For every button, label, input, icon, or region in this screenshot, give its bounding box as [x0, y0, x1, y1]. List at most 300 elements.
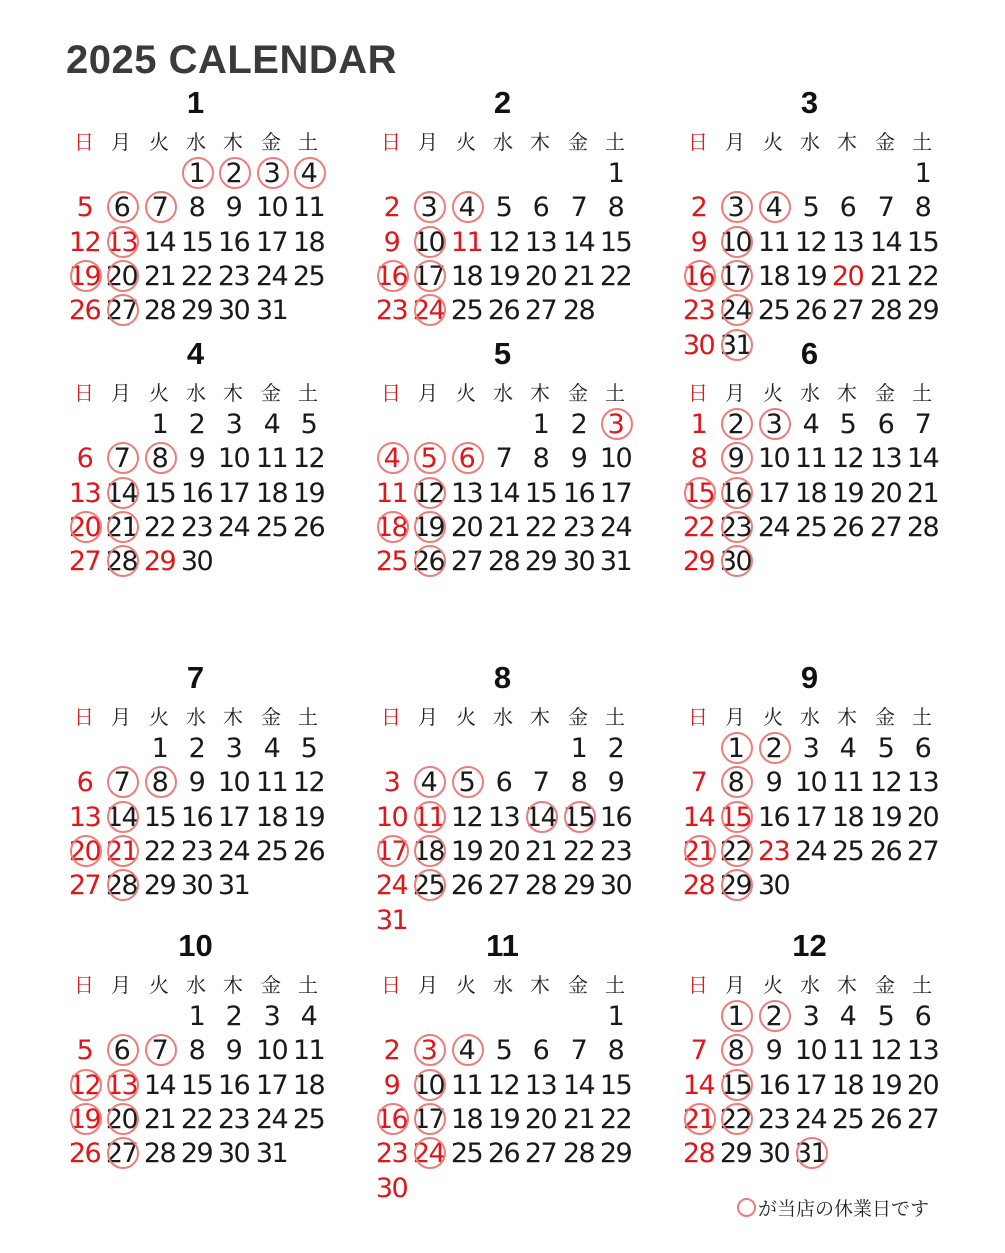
day-cell: 9: [765, 1035, 782, 1066]
day-cell: 24: [217, 512, 250, 543]
day-cell: 25: [255, 836, 288, 867]
month-number: 10: [178, 928, 213, 963]
day-cell: 10: [599, 443, 632, 474]
month-12: [680, 928, 939, 1185]
day-cell-closed: 14: [103, 477, 140, 511]
day-cell: 29: [906, 295, 939, 326]
weekday-header: 金: [875, 381, 895, 405]
day-cell-closed: 17: [373, 835, 410, 869]
day-cell-closed: 6: [103, 191, 140, 225]
day-cell: 24: [794, 836, 827, 867]
calendar-title: 2025 CALENDAR: [66, 38, 398, 82]
day-cell: 15: [599, 1070, 632, 1101]
day-cell-closed: 21: [680, 835, 717, 869]
day-cell-closed: 2: [215, 157, 252, 191]
month-10: [66, 928, 325, 1185]
day-cell: 15: [524, 478, 557, 509]
day-cell: 26: [869, 1104, 902, 1135]
day-cell: 11: [450, 227, 483, 258]
day-cell: 17: [255, 1070, 288, 1101]
weekday-header: 木: [837, 973, 857, 997]
day-cell: 27: [524, 1138, 557, 1169]
weekday-header: 水: [186, 973, 206, 997]
day-cell: 9: [188, 767, 205, 798]
month-number: 8: [493, 660, 512, 695]
day-cell-closed: 27: [103, 294, 140, 328]
month-5: [373, 336, 632, 593]
day-cell: 10: [255, 192, 288, 223]
day-cell: 30: [375, 1173, 408, 1204]
day-cell-closed: 20: [103, 1103, 140, 1137]
day-cell: 22: [143, 512, 176, 543]
day-cell: 30: [599, 870, 632, 901]
day-cell-closed: 3: [755, 408, 792, 442]
day-cell: 13: [524, 1070, 557, 1101]
day-cell: 13: [906, 767, 939, 798]
month-2: [373, 85, 632, 342]
day-cell: 2: [570, 409, 587, 440]
day-cell: 13: [906, 1035, 939, 1066]
month-11: [373, 928, 632, 1204]
day-cell: 23: [562, 512, 595, 543]
day-cell: 29: [180, 295, 213, 326]
weekday-header: 木: [223, 973, 243, 997]
day-cell: 18: [292, 1070, 325, 1101]
day-cell: 15: [180, 1070, 213, 1101]
day-cell: 12: [794, 227, 827, 258]
day-cell: 3: [802, 733, 819, 764]
day-cell-closed: 8: [141, 442, 178, 476]
weekday-header: 木: [530, 973, 550, 997]
weekday-header: 月: [111, 973, 131, 997]
day-cell: 20: [524, 1104, 557, 1135]
weekday-header: 火: [456, 705, 476, 729]
day-cell: 3: [225, 733, 242, 764]
weekday-header: 火: [149, 705, 169, 729]
day-cell: 12: [487, 227, 520, 258]
day-cell-closed: 3: [597, 408, 634, 442]
day-cell-closed: 7: [141, 191, 178, 225]
day-cell: 25: [450, 295, 483, 326]
day-cell: 24: [599, 512, 632, 543]
day-cell-closed: 13: [103, 226, 140, 260]
day-cell: 17: [794, 1070, 827, 1101]
day-cell: 17: [217, 802, 250, 833]
day-cell: 2: [383, 192, 400, 223]
day-cell-closed: 28: [103, 869, 140, 903]
day-cell: 13: [68, 478, 101, 509]
day-cell: 14: [906, 443, 939, 474]
month-number: 4: [186, 336, 205, 371]
day-cell: 9: [690, 227, 707, 258]
day-cell: 12: [869, 767, 902, 798]
day-cell-closed: 15: [717, 1069, 754, 1103]
day-cell: 24: [757, 512, 790, 543]
day-cell: 17: [757, 478, 790, 509]
day-cell: 29: [524, 546, 557, 577]
day-cell-closed: 2: [755, 732, 792, 766]
day-cell: 18: [794, 478, 827, 509]
day-cell: 19: [869, 802, 902, 833]
day-cell: 3: [263, 1001, 280, 1032]
day-cell: 30: [217, 1138, 250, 1169]
day-cell-closed: 3: [410, 1034, 447, 1068]
day-cell: 14: [682, 1070, 715, 1101]
day-cell-closed: 10: [410, 226, 447, 260]
day-cell: 25: [292, 261, 325, 292]
day-cell-closed: 5: [410, 442, 447, 476]
day-cell: 5: [495, 1035, 512, 1066]
day-cell: 11: [450, 1070, 483, 1101]
day-cell-closed: 7: [141, 1034, 178, 1068]
day-cell-closed: 16: [373, 260, 410, 294]
day-cell-closed: 19: [66, 260, 103, 294]
day-cell: 9: [570, 443, 587, 474]
day-cell: 15: [143, 802, 176, 833]
day-cell-closed: 18: [373, 511, 410, 545]
day-cell: 21: [143, 1104, 176, 1135]
day-cell: 18: [292, 227, 325, 258]
day-cell: 25: [794, 512, 827, 543]
day-cell: 23: [757, 836, 790, 867]
day-cell: 19: [450, 836, 483, 867]
weekday-header: 火: [149, 381, 169, 405]
weekday-header: 月: [111, 705, 131, 729]
day-cell: 28: [562, 1138, 595, 1169]
day-cell: 23: [180, 512, 213, 543]
day-cell: 12: [831, 443, 864, 474]
day-cell: 27: [68, 870, 101, 901]
weekday-header: 月: [725, 130, 745, 154]
weekday-header: 火: [456, 973, 476, 997]
day-cell-closed: 24: [410, 294, 447, 328]
month-number: 2: [493, 85, 512, 120]
day-cell: 4: [263, 733, 280, 764]
day-cell: 29: [143, 546, 176, 577]
day-cell-closed: 28: [103, 545, 140, 579]
day-cell: 6: [914, 733, 931, 764]
weekday-header: 金: [875, 130, 895, 154]
day-cell: 7: [495, 443, 512, 474]
day-cell: 7: [690, 1035, 707, 1066]
day-cell-closed: 8: [141, 766, 178, 800]
day-cell: 19: [794, 261, 827, 292]
day-cell: 28: [562, 295, 595, 326]
weekday-header: 金: [261, 130, 281, 154]
weekday-header: 水: [493, 130, 513, 154]
day-cell: 31: [217, 870, 250, 901]
day-cell: 26: [292, 512, 325, 543]
weekday-header: 水: [493, 705, 513, 729]
day-cell-closed: 17: [410, 260, 447, 294]
day-cell: 12: [292, 767, 325, 798]
weekday-header: 火: [763, 130, 783, 154]
day-cell-closed: 14: [522, 801, 559, 835]
month-3: [680, 85, 939, 361]
day-cell: 28: [487, 546, 520, 577]
day-cell-closed: 20: [66, 511, 103, 545]
day-cell: 4: [839, 733, 856, 764]
day-cell: 18: [831, 1070, 864, 1101]
month-7: [66, 660, 325, 917]
day-cell-closed: 3: [253, 157, 290, 191]
day-cell-closed: 15: [717, 801, 754, 835]
day-cell-closed: 4: [448, 1034, 485, 1068]
day-cell: 23: [375, 1138, 408, 1169]
day-cell: 1: [532, 409, 549, 440]
weekday-header: 土: [605, 705, 625, 729]
day-cell-closed: 24: [410, 1137, 447, 1171]
day-cell: 28: [682, 870, 715, 901]
day-cell: 16: [562, 478, 595, 509]
weekday-header: 木: [530, 381, 550, 405]
weekday-header: 日: [381, 973, 401, 997]
day-cell: 27: [906, 1104, 939, 1135]
day-cell: 6: [914, 1001, 931, 1032]
day-cell: 11: [255, 443, 288, 474]
day-cell: 24: [375, 870, 408, 901]
weekday-header: 月: [725, 973, 745, 997]
day-cell: 6: [839, 192, 856, 223]
weekday-header: 金: [261, 381, 281, 405]
day-cell: 13: [487, 802, 520, 833]
day-cell: 12: [487, 1070, 520, 1101]
day-cell: 3: [225, 409, 242, 440]
day-cell: 14: [682, 802, 715, 833]
day-cell: 11: [794, 443, 827, 474]
day-cell: 16: [217, 227, 250, 258]
day-cell-closed: 29: [717, 869, 754, 903]
weekday-header: 日: [74, 973, 94, 997]
weekday-header: 水: [800, 705, 820, 729]
day-cell: 28: [906, 512, 939, 543]
month-number: 11: [486, 928, 519, 963]
day-cell: 31: [255, 1138, 288, 1169]
day-cell: 17: [217, 478, 250, 509]
day-cell-closed: 20: [66, 835, 103, 869]
day-cell: 25: [375, 546, 408, 577]
day-cell: 21: [143, 261, 176, 292]
day-cell: 20: [524, 261, 557, 292]
weekday-header: 木: [837, 130, 857, 154]
weekday-header: 水: [186, 381, 206, 405]
day-cell-closed: 16: [717, 477, 754, 511]
weekday-header: 土: [912, 381, 932, 405]
month-number: 12: [792, 928, 827, 963]
day-cell: 27: [450, 546, 483, 577]
weekday-header: 日: [381, 381, 401, 405]
day-cell: 21: [869, 261, 902, 292]
weekday-header: 火: [763, 381, 783, 405]
day-cell: 29: [180, 1138, 213, 1169]
day-cell-closed: 6: [448, 442, 485, 476]
day-cell: 5: [300, 733, 317, 764]
day-cell: 9: [225, 1035, 242, 1066]
day-cell-closed: 12: [66, 1069, 103, 1103]
day-cell: 10: [255, 1035, 288, 1066]
day-cell-closed: 21: [103, 835, 140, 869]
day-cell-closed: 16: [680, 260, 717, 294]
day-cell: 12: [292, 443, 325, 474]
weekday-header: 水: [186, 130, 206, 154]
day-cell: 5: [802, 192, 819, 223]
day-cell: 14: [562, 1070, 595, 1101]
day-cell-closed: 31: [717, 329, 754, 363]
day-cell: 6: [532, 192, 549, 223]
day-cell: 4: [300, 1001, 317, 1032]
day-cell: 1: [607, 1001, 624, 1032]
day-cell: 18: [450, 1104, 483, 1135]
weekday-header: 土: [298, 130, 318, 154]
day-cell: 19: [487, 261, 520, 292]
day-cell-closed: 5: [448, 766, 485, 800]
day-cell: 26: [869, 836, 902, 867]
day-cell: 18: [255, 802, 288, 833]
day-cell: 22: [906, 261, 939, 292]
weekday-header: 火: [149, 130, 169, 154]
day-cell: 9: [383, 227, 400, 258]
day-cell: 2: [188, 733, 205, 764]
day-cell: 27: [524, 295, 557, 326]
day-cell: 22: [524, 512, 557, 543]
day-cell: 11: [292, 1035, 325, 1066]
day-cell: 21: [524, 836, 557, 867]
day-cell: 1: [570, 733, 587, 764]
day-cell: 23: [180, 836, 213, 867]
day-cell: 27: [487, 870, 520, 901]
weekday-header: 木: [530, 130, 550, 154]
day-cell: 3: [383, 767, 400, 798]
weekday-header: 日: [688, 973, 708, 997]
weekday-header: 土: [605, 130, 625, 154]
month-number: 5: [493, 336, 512, 371]
day-cell: 25: [757, 295, 790, 326]
day-cell: 8: [607, 192, 624, 223]
day-cell: 10: [757, 443, 790, 474]
weekday-header: 火: [149, 973, 169, 997]
day-cell: 4: [802, 409, 819, 440]
day-cell: 1: [188, 1001, 205, 1032]
day-cell-closed: 1: [717, 732, 754, 766]
weekday-header: 日: [74, 381, 94, 405]
weekday-header: 金: [875, 705, 895, 729]
day-cell: 8: [690, 443, 707, 474]
day-cell: 12: [869, 1035, 902, 1066]
day-cell: 5: [877, 1001, 894, 1032]
day-cell-closed: 4: [410, 766, 447, 800]
day-cell: 13: [450, 478, 483, 509]
day-cell-closed: 26: [410, 545, 447, 579]
day-cell-closed: 7: [103, 442, 140, 476]
day-cell: 10: [794, 1035, 827, 1066]
weekday-header: 火: [763, 705, 783, 729]
day-cell: 14: [143, 227, 176, 258]
day-cell: 1: [914, 158, 931, 189]
weekday-header: 月: [111, 130, 131, 154]
day-cell: 15: [599, 227, 632, 258]
day-cell: 9: [765, 767, 782, 798]
day-cell: 17: [599, 478, 632, 509]
weekday-header: 土: [605, 973, 625, 997]
day-cell: 22: [180, 261, 213, 292]
day-cell: 9: [188, 443, 205, 474]
day-cell: 29: [682, 546, 715, 577]
month-number: 7: [186, 660, 205, 695]
weekday-header: 月: [418, 973, 438, 997]
day-cell: 30: [217, 295, 250, 326]
day-cell: 2: [188, 409, 205, 440]
day-cell: 27: [869, 512, 902, 543]
day-cell: 29: [143, 870, 176, 901]
day-cell-closed: 12: [410, 477, 447, 511]
day-cell-closed: 9: [717, 442, 754, 476]
weekday-header: 土: [298, 973, 318, 997]
day-cell: 8: [532, 443, 549, 474]
day-cell-closed: 10: [717, 226, 754, 260]
month-9: [680, 660, 939, 917]
day-cell-closed: 2: [755, 1000, 792, 1034]
day-cell-closed: 6: [103, 1034, 140, 1068]
day-cell: 12: [450, 802, 483, 833]
day-cell: 26: [292, 836, 325, 867]
day-cell: 19: [831, 478, 864, 509]
day-cell-closed: 21: [103, 511, 140, 545]
day-cell-closed: 7: [103, 766, 140, 800]
day-cell: 13: [869, 443, 902, 474]
day-cell: 24: [255, 261, 288, 292]
weekday-header: 水: [186, 705, 206, 729]
month-number: 9: [800, 660, 819, 695]
day-cell-closed: 11: [410, 801, 447, 835]
day-cell-closed: 14: [103, 801, 140, 835]
day-cell: 2: [607, 733, 624, 764]
day-cell: 23: [682, 295, 715, 326]
day-cell: 14: [143, 1070, 176, 1101]
day-cell: 29: [562, 870, 595, 901]
day-cell: 30: [757, 1138, 790, 1169]
legend-text: が当店の休業日です: [758, 1198, 930, 1220]
day-cell: 16: [180, 802, 213, 833]
day-cell: 19: [869, 1070, 902, 1101]
day-cell: 22: [682, 512, 715, 543]
day-cell-closed: 4: [448, 191, 485, 225]
weekday-header: 金: [261, 973, 281, 997]
day-cell: 21: [562, 1104, 595, 1135]
month-number: 3: [800, 85, 819, 120]
day-cell: 21: [906, 478, 939, 509]
weekday-header: 木: [223, 705, 243, 729]
day-cell: 31: [375, 905, 408, 936]
day-cell: 28: [869, 295, 902, 326]
day-cell: 10: [217, 767, 250, 798]
weekday-header: 水: [493, 381, 513, 405]
weekday-header: 木: [223, 381, 243, 405]
day-cell: 6: [495, 767, 512, 798]
day-cell: 8: [188, 192, 205, 223]
weekday-header: 日: [74, 130, 94, 154]
day-cell: 11: [375, 478, 408, 509]
day-cell: 19: [292, 478, 325, 509]
weekday-header: 金: [568, 381, 588, 405]
weekday-header: 日: [74, 705, 94, 729]
day-cell: 23: [217, 261, 250, 292]
weekday-header: 日: [381, 130, 401, 154]
weekday-header: 月: [725, 381, 745, 405]
day-cell-closed: 15: [560, 801, 597, 835]
weekday-header: 日: [381, 705, 401, 729]
day-cell: 2: [225, 1001, 242, 1032]
day-cell: 23: [757, 1104, 790, 1135]
